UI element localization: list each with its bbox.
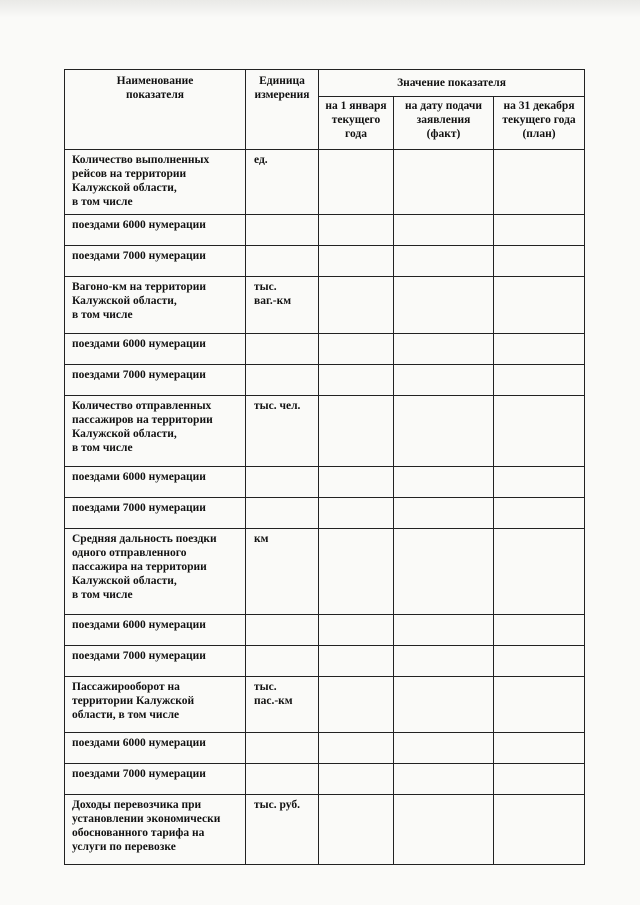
unit-cell: ед. <box>246 150 319 215</box>
value-fact-cell[interactable] <box>394 150 494 215</box>
indicator-name-cell: поездами 7000 нумерации <box>65 365 246 396</box>
table-row <box>65 467 585 498</box>
value-jan-1-cell[interactable] <box>319 396 394 467</box>
value-fact-cell[interactable] <box>394 529 494 615</box>
value-fact-cell[interactable] <box>394 396 494 467</box>
value-jan-1-cell[interactable] <box>319 615 394 646</box>
value-jan-1-cell[interactable] <box>319 246 394 277</box>
value-fact-cell[interactable] <box>394 246 494 277</box>
value-fact-cell[interactable] <box>394 677 494 733</box>
value-fact-cell[interactable] <box>394 365 494 396</box>
value-plan-cell[interactable] <box>494 498 585 529</box>
value-plan-cell[interactable] <box>494 396 585 467</box>
value-plan-cell[interactable] <box>494 467 585 498</box>
indicator-name-cell: Вагоно-км на территории Калужской области, в том числе <box>65 277 246 334</box>
value-jan-1-cell[interactable] <box>319 529 394 615</box>
table-row <box>65 334 585 365</box>
unit-cell <box>246 365 319 396</box>
unit-cell <box>246 646 319 677</box>
value-plan-cell[interactable] <box>494 733 585 764</box>
value-plan-cell[interactable] <box>494 334 585 365</box>
value-jan-1-cell[interactable] <box>319 646 394 677</box>
value-jan-1-cell[interactable] <box>319 733 394 764</box>
value-fact-cell[interactable] <box>394 615 494 646</box>
value-jan-1-cell[interactable] <box>319 215 394 246</box>
indicator-name-cell: поездами 6000 нумерации <box>65 615 246 646</box>
value-plan-cell[interactable] <box>494 365 585 396</box>
table-body <box>65 150 585 865</box>
value-jan-1-cell[interactable] <box>319 764 394 795</box>
value-plan-cell[interactable] <box>494 150 585 215</box>
header-jan-1: на 1 января текущего года <box>319 97 394 150</box>
table-row <box>65 277 585 334</box>
table-row <box>65 396 585 467</box>
value-fact-cell[interactable] <box>394 467 494 498</box>
unit-cell: тыс. чел. <box>246 396 319 467</box>
value-fact-cell[interactable] <box>394 215 494 246</box>
value-fact-cell[interactable] <box>394 646 494 677</box>
indicator-name-cell: Количество выполненных рейсов на территории Калужской области, в том числе <box>65 150 246 215</box>
indicator-name-cell: Доходы перевозчика при установлении экономически обоснованного тарифа на услуги по перевозке <box>65 795 246 865</box>
table-row <box>65 246 585 277</box>
header-dec-31: на 31 декабря текущего года (план) <box>494 97 585 150</box>
unit-cell <box>246 498 319 529</box>
value-jan-1-cell[interactable] <box>319 334 394 365</box>
indicator-name-cell: Количество отправленных пассажиров на территории Калужской области, в том числе <box>65 396 246 467</box>
table-row <box>65 615 585 646</box>
value-jan-1-cell[interactable] <box>319 498 394 529</box>
indicator-name-cell: поездами 6000 нумерации <box>65 733 246 764</box>
value-fact-cell[interactable] <box>394 498 494 529</box>
value-fact-cell[interactable] <box>394 733 494 764</box>
indicator-name-cell: поездами 7000 нумерации <box>65 246 246 277</box>
table-row <box>65 733 585 764</box>
indicator-name-cell: поездами 6000 нумерации <box>65 215 246 246</box>
value-plan-cell[interactable] <box>494 764 585 795</box>
table-row <box>65 795 585 865</box>
value-fact-cell[interactable] <box>394 795 494 865</box>
value-plan-cell[interactable] <box>494 277 585 334</box>
value-plan-cell[interactable] <box>494 646 585 677</box>
unit-cell <box>246 215 319 246</box>
indicators-table <box>64 69 585 865</box>
value-jan-1-cell[interactable] <box>319 277 394 334</box>
value-jan-1-cell[interactable] <box>319 795 394 865</box>
value-plan-cell[interactable] <box>494 795 585 865</box>
unit-cell <box>246 246 319 277</box>
table-row <box>65 529 585 615</box>
header-application-date: на дату подачи заявления (факт) <box>394 97 494 150</box>
value-plan-cell[interactable] <box>494 215 585 246</box>
value-plan-cell[interactable] <box>494 529 585 615</box>
unit-cell <box>246 764 319 795</box>
indicator-name-cell: поездами 6000 нумерации <box>65 334 246 365</box>
table-row <box>65 365 585 396</box>
unit-cell: км <box>246 529 319 615</box>
indicator-name-cell: поездами 6000 нумерации <box>65 467 246 498</box>
unit-cell: тыс. пас.-км <box>246 677 319 733</box>
value-jan-1-cell[interactable] <box>319 677 394 733</box>
unit-cell <box>246 334 319 365</box>
indicator-name-cell: поездами 7000 нумерации <box>65 764 246 795</box>
header-indicator-value: Значение показателя <box>319 70 585 97</box>
value-jan-1-cell[interactable] <box>319 467 394 498</box>
unit-cell: тыс. руб. <box>246 795 319 865</box>
indicator-name-cell: поездами 7000 нумерации <box>65 646 246 677</box>
value-plan-cell[interactable] <box>494 677 585 733</box>
indicator-name-cell: Средняя дальность поездки одного отправленного пассажира на территории Калужской области, в том числе <box>65 529 246 615</box>
table-row <box>65 764 585 795</box>
value-jan-1-cell[interactable] <box>319 365 394 396</box>
unit-cell: тыс. ваг.-км <box>246 277 319 334</box>
unit-cell <box>246 733 319 764</box>
table-row <box>65 677 585 733</box>
header-unit: Единица измерения <box>246 70 319 150</box>
value-fact-cell[interactable] <box>394 334 494 365</box>
value-jan-1-cell[interactable] <box>319 150 394 215</box>
scan-edge-shadow <box>0 0 640 18</box>
indicator-name-cell: Пассажирооборот на территории Калужской области, в том числе <box>65 677 246 733</box>
unit-cell <box>246 467 319 498</box>
table-row <box>65 646 585 677</box>
table-row <box>65 215 585 246</box>
value-fact-cell[interactable] <box>394 277 494 334</box>
indicator-name-cell: поездами 7000 нумерации <box>65 498 246 529</box>
value-plan-cell[interactable] <box>494 246 585 277</box>
table-row <box>65 498 585 529</box>
table-row <box>65 150 585 215</box>
value-plan-cell[interactable] <box>494 615 585 646</box>
value-fact-cell[interactable] <box>394 764 494 795</box>
header-indicator-name: Наименование показателя <box>65 70 246 150</box>
unit-cell <box>246 615 319 646</box>
